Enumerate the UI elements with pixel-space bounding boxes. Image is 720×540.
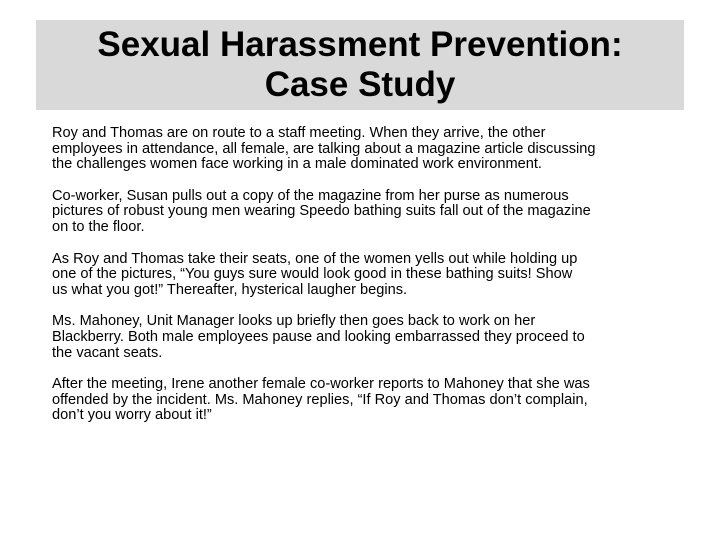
paragraph-comment: As Roy and Thomas take their seats, one of the women yells out while holding up one of the pictures, “You guys sure would look good in these bathing suits! Show us what you got!” Thereafter, hysterical laugher begins. bbox=[52, 250, 578, 298]
slide-title-line-1: Sexual Harassment Prevention: bbox=[97, 25, 623, 64]
paragraph-manager: Ms. Mahoney, Unit Manager looks up briefly then goes back to work on her Blackberry. Both male employees pause and looking embarrassed they proceed to the vacant seats. bbox=[52, 313, 585, 361]
title-band bbox=[36, 20, 684, 110]
paragraph-report: After the meeting, Irene another female co-worker reports to Mahoney that she was offended by the incident. Ms. Mahoney replies, “If Roy and Thomas don’t complain, don’t you worry about it!” bbox=[52, 376, 590, 424]
case-study-body bbox=[52, 126, 692, 440]
paragraph-arrival: Roy and Thomas are on route to a staff meeting. When they arrive, the other employees in attendance, all female, are talking about a magazine article discussing the challenges women face working in a male dominated work environment. bbox=[52, 125, 596, 173]
paragraph-magazine: Co-worker, Susan pulls out a copy of the magazine from her purse as numerous pictures of robust young men wearing Speedo bathing suits fall out of the magazine on to the floor. bbox=[52, 187, 591, 235]
slide-title-line-2: Case Study bbox=[264, 65, 456, 104]
